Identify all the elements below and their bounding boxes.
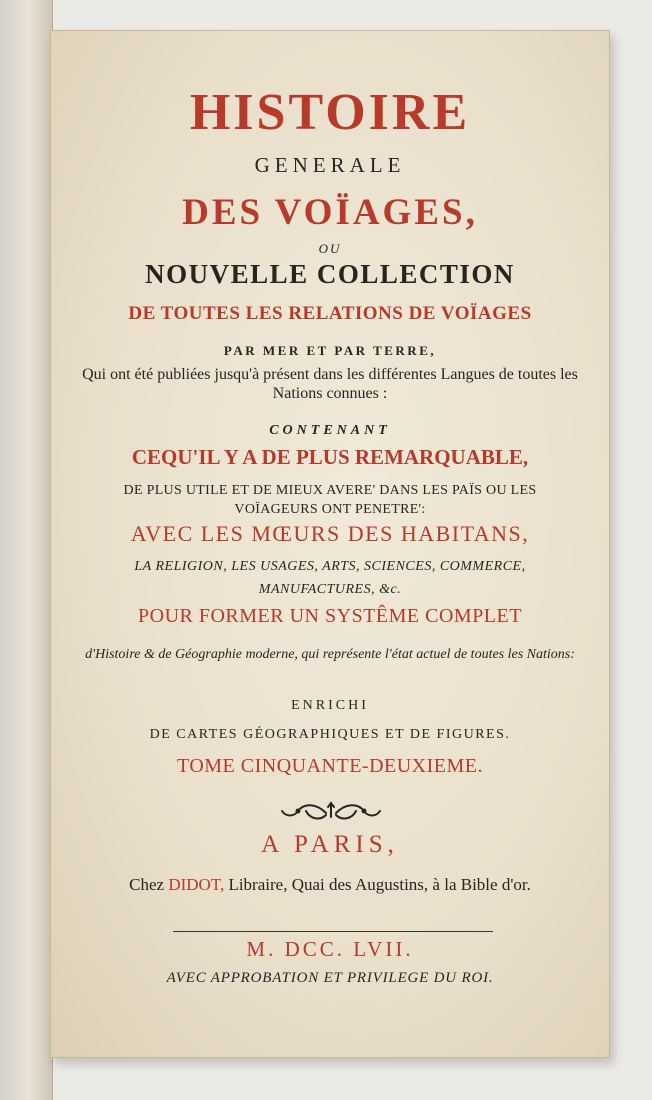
subtitle-par-mer: PAR MER ET PAR TERRE, [223,343,437,358]
imprint-year: M. DCC. LVII. [246,937,414,961]
title-des-voiages: DES VOÏAGES, [182,192,478,233]
title-nouvelle-collection: NOUVELLE COLLECTION [145,259,515,289]
publisher-address: Libraire, Quai des Augustins, à la Bible d'or. [228,875,531,894]
subtitle-moeurs: AVEC LES MŒURS DES HABITANS, [130,521,530,546]
publisher-prefix: Chez [129,875,165,894]
subtitle-relations: DE TOUTES LES RELATIONS DE VOÏAGES [128,303,532,324]
subtitle-cartes: DE CARTES GÉOGRAPHIQUES ET DE FIGURES. [149,727,511,742]
subtitle-contenant: CONTENANT [269,423,391,438]
title-ou: OU [318,241,342,256]
book-binding-edge [0,0,53,1100]
imprint-publisher [81,874,579,896]
volume-tome: TOME CINQUANTE-DEUXIEME. [176,755,484,777]
subtitle-histoire-geographie: d'Histoire & de Géographie moderne, qui représente l'état actuel de toutes les Nations: [85,647,575,662]
subtitle-publiees: Qui ont été publiées jusqu'à présent dans les différentes Langues de toutes les Nations connues : [82,366,578,402]
divider-rule [173,931,493,932]
imprint-place: A PARIS, [261,831,399,858]
title-histoire: HISTOIRE [189,84,471,141]
title-page [50,30,610,1058]
subtitle-systeme: POUR FORMER UN SYSTÊME COMPLET [138,605,522,627]
subtitle-religion: LA RELIGION, LES USAGES, ARTS, SCIENCES, COMMERCE, MANUFACTURES, &c. [134,559,526,597]
imprint-privilege: AVEC APPROBATION ET PRIVILEGE DU ROI. [166,970,494,986]
subtitle-enrichi: ENRICHI [291,698,369,713]
publisher-name: DIDOT, [168,875,225,894]
fleuron-ornament-icon [276,799,386,829]
subtitle-plus-utile: DE PLUS UTILE ET DE MIEUX AVERE' DANS LES PAÏS OU LES VOÏAGEURS ONT PENETRE': [123,483,537,517]
title-generale: GENERALE [254,153,406,177]
subtitle-remarquable: CEQU'IL Y A DE PLUS REMARQUABLE, [131,445,529,469]
